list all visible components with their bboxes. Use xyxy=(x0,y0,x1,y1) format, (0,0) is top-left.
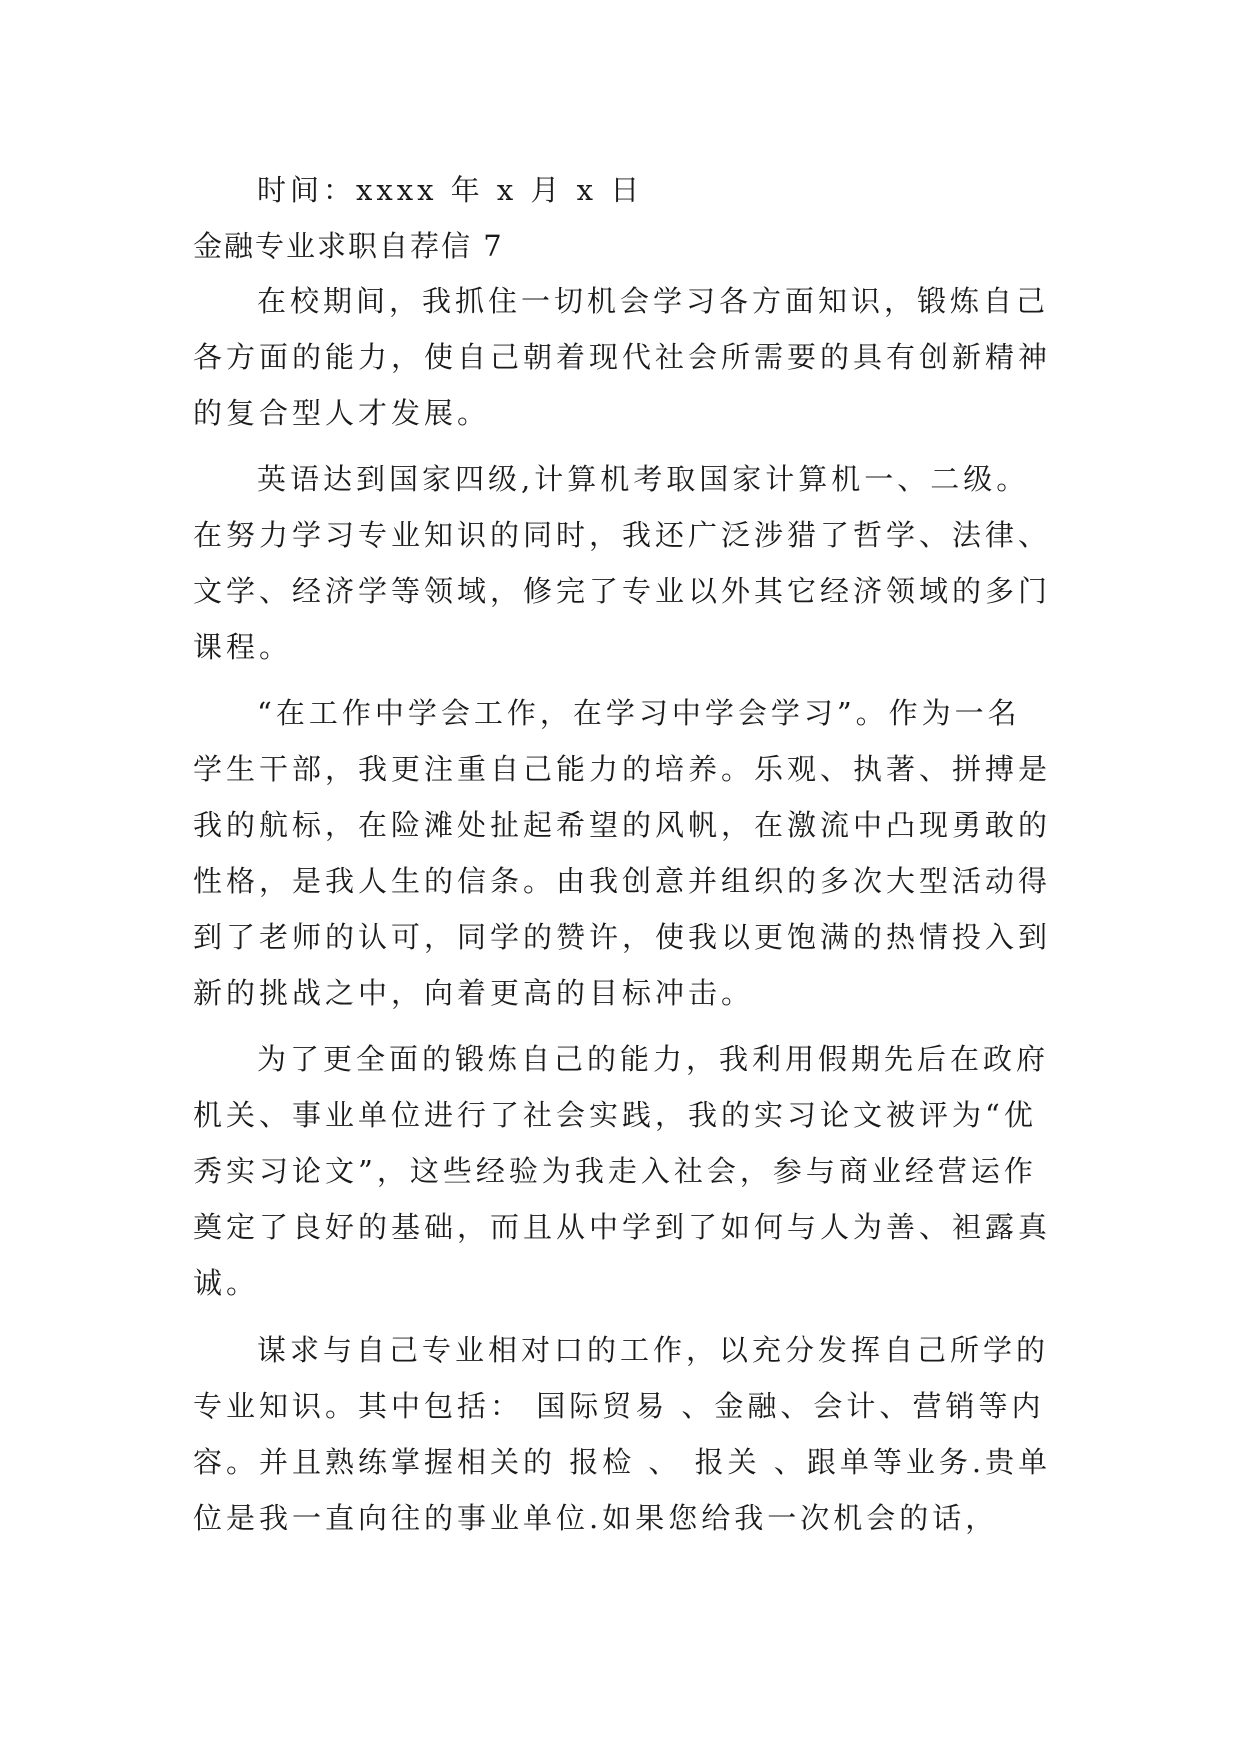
paragraph-5: 谋求与自己专业相对口的工作，以充分发挥自己所学的专业知识。其中包括： 国际贸易 、金融、会计、营销等内容。并且熟练掌握相关的 报检 、 报关 、跟单等业务.贵单位是我一直向往的事业单位.如果您给我一次机会的话， xyxy=(193,1333,1052,1535)
paragraph-2: 英语达到国家四级,计算机考取国家计算机一、二级。在努力学习专业知识的同时，我还广泛涉猎了哲学、法律、文学、经济学等领域，修完了专业以外其它经济领域的多门课程。 xyxy=(193,462,1052,664)
paragraph-1: 在校期间，我抓住一切机会学习各方面知识，锻炼自己各方面的能力，使自己朝着现代社会所需要的具有创新精神的复合型人才发展。 xyxy=(193,284,1052,430)
paragraph-4: 为了更全面的锻炼自己的能力，我利用假期先后在政府机关、事业单位进行了社会实践，我的实习论文被评为“优秀实习论文”，这些经验为我走入社会，参与商业经营运作奠定了良好的基础，而且从中学到了如何与人为善、袒露真诚。 xyxy=(193,1042,1052,1300)
letter-heading: 金融专业求职自荐信 7 xyxy=(193,229,504,263)
date-line: 时间：xxxx 年 x 月 x 日 xyxy=(257,173,644,207)
paragraph-3: “在工作中学会工作，在学习中学会学习”。作为一名学生干部，我更注重自己能力的培养。乐观、执著、拼搏是我的航标，在险滩处扯起希望的风帆，在激流中凸现勇敢的性格，是我人生的信条。由我创意并组织的多次大型活动得到了老师的认可，同学的赞许，使我以更饱满的热情投入到新的挑战之中，向着更高的目标冲击。 xyxy=(193,696,1052,1010)
